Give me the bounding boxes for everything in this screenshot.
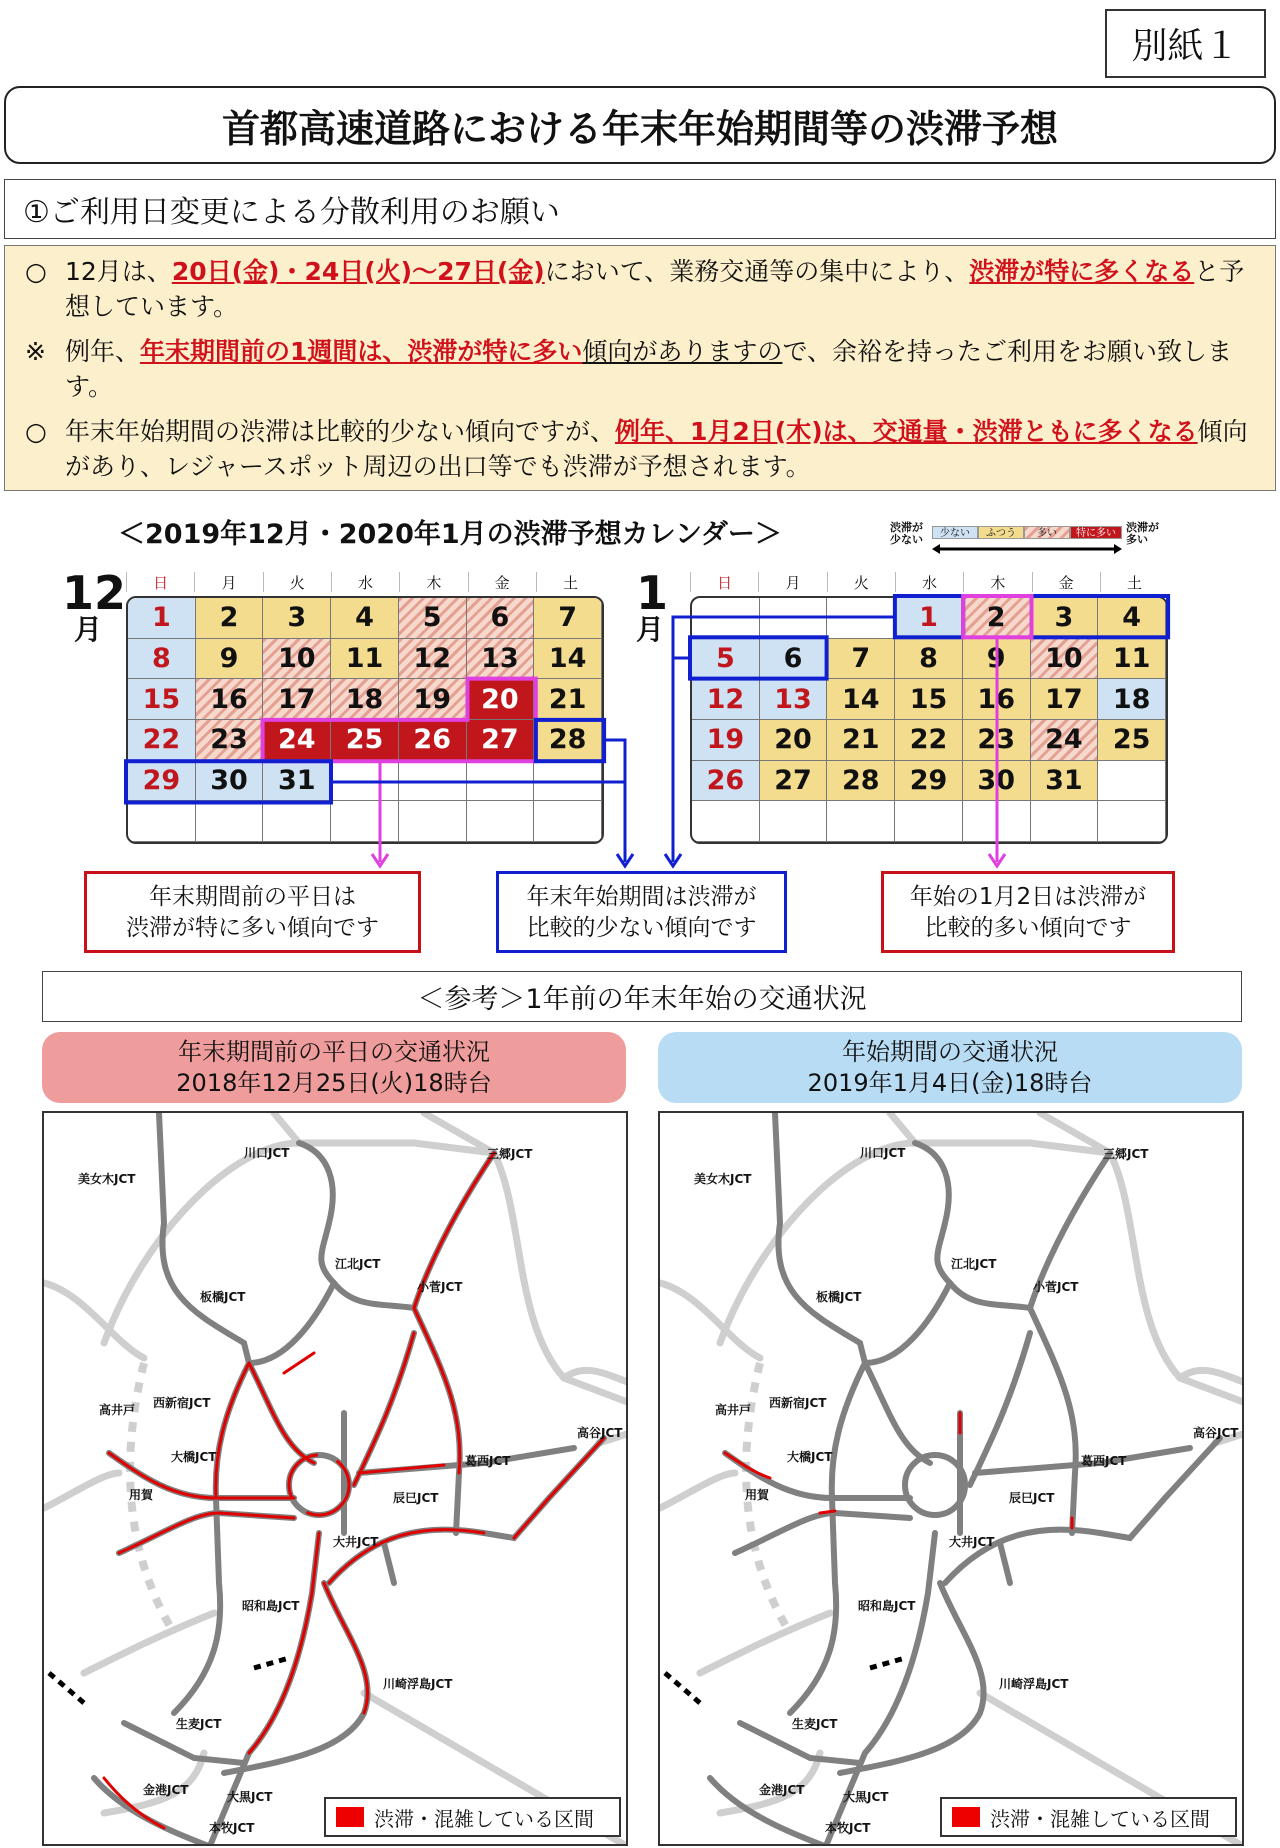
calendar-empty-cell bbox=[128, 801, 196, 842]
calendar-grid bbox=[690, 596, 1168, 844]
junction-label: 辰巳JCT bbox=[1009, 1491, 1055, 1505]
junction-label: 小菅JCT bbox=[1033, 1280, 1079, 1294]
legend-arrow-icon bbox=[932, 544, 1122, 554]
map-legend-label: 渋滞・混雑している区間 bbox=[374, 1806, 594, 1831]
traffic-map-year-end bbox=[42, 1111, 628, 1846]
expressway-route bbox=[1000, 1543, 1010, 1583]
congestion-legend bbox=[890, 522, 1180, 562]
dec-holiday-line-1 bbox=[604, 740, 625, 862]
expressway-route bbox=[865, 1283, 950, 1363]
junction-label: 葛西JCT bbox=[465, 1454, 511, 1468]
calendar-empty-cell bbox=[827, 801, 895, 842]
calendar-day: 23 bbox=[196, 720, 264, 761]
junction-label: 三郷JCT bbox=[1103, 1147, 1149, 1161]
calendar-day: 11 bbox=[1098, 639, 1166, 680]
calendar-empty-cell bbox=[399, 761, 467, 802]
calendar-day: 13 bbox=[467, 639, 535, 680]
calendar-day: 12 bbox=[399, 639, 467, 680]
legend-many: 多い bbox=[1024, 526, 1070, 539]
calendar-day: 6 bbox=[760, 639, 828, 680]
congestion-segment bbox=[119, 1513, 219, 1553]
congestion-segment bbox=[820, 1511, 835, 1513]
calendar-day: 30 bbox=[196, 761, 264, 802]
congestion-swatch bbox=[952, 1807, 980, 1827]
highlight-text: 年末期間前の1週間は、渋滞が特に多い bbox=[140, 337, 583, 366]
junction-label: 川口JCT bbox=[860, 1146, 906, 1160]
calendar-day: 26 bbox=[692, 761, 760, 802]
text-segment: において、業務交通等の集中により、 bbox=[544, 257, 970, 286]
junction-label: 辰巳JCT bbox=[393, 1491, 439, 1505]
junction-label: 高谷JCT bbox=[577, 1426, 623, 1440]
calendar-day: 24 bbox=[263, 720, 331, 761]
calendar-day: 5 bbox=[692, 639, 760, 680]
weekday-header: 月 bbox=[194, 572, 262, 592]
calendar-day: 14 bbox=[534, 639, 602, 680]
calendar-day: 20 bbox=[467, 679, 535, 720]
junction-label: 江北JCT bbox=[951, 1257, 997, 1271]
expressway-route bbox=[950, 1283, 1030, 1308]
calendar-day: 15 bbox=[895, 679, 963, 720]
calendar-day: 21 bbox=[534, 679, 602, 720]
text-segment: 傾向があり、レジャースポット周辺の出口等でも渋滞が予想されます。 bbox=[65, 417, 1248, 481]
junction-label: 西新宿JCT bbox=[769, 1396, 827, 1410]
calendar-day: 4 bbox=[1098, 598, 1166, 639]
junction-label: 昭和島JCT bbox=[858, 1599, 916, 1613]
planned-road-dashed bbox=[870, 1658, 905, 1668]
outer-road bbox=[274, 1113, 299, 1143]
callout-text: 年始の1月2日は渋滞が bbox=[909, 884, 1147, 910]
bullet-mark: ○ bbox=[25, 257, 47, 286]
notice-paragraph bbox=[25, 254, 1255, 324]
map-title: 年末期間前の平日の交通状況 bbox=[178, 1038, 490, 1066]
junction-label: 板橋JCT bbox=[200, 1290, 246, 1304]
congestion-segment bbox=[249, 1533, 319, 1753]
calendar-day: 27 bbox=[467, 720, 535, 761]
map-legend bbox=[940, 1797, 1237, 1837]
calendar-day: 1 bbox=[128, 598, 196, 639]
callout-text: 渋滞が特に多い傾向です bbox=[126, 915, 379, 941]
weekday-header: 木 bbox=[963, 572, 1031, 592]
callout-text: 比較的多い傾向です bbox=[924, 915, 1132, 941]
congestion-segment bbox=[284, 1353, 314, 1373]
junction-label: 大黒JCT bbox=[843, 1790, 889, 1804]
calendar-empty-cell bbox=[196, 801, 264, 842]
calendar-empty-cell bbox=[534, 761, 602, 802]
text-segment: 傾向がありますの bbox=[582, 337, 783, 366]
calendar-day: 10 bbox=[1031, 639, 1099, 680]
expressway-map bbox=[44, 1113, 628, 1846]
junction-label: 高井戸 bbox=[99, 1403, 136, 1417]
calendar-grid bbox=[126, 596, 604, 844]
expressway-route bbox=[384, 1543, 394, 1583]
text-segment: 年末年始期間の渋滞は比較的少ない傾向ですが、 bbox=[65, 417, 616, 446]
map-title: 年始期間の交通状況 bbox=[842, 1038, 1058, 1066]
legend-right-label: 渋滞が多い bbox=[1126, 521, 1159, 546]
expressway-route bbox=[216, 1363, 249, 1498]
expressway-route bbox=[865, 1363, 930, 1463]
calendar-day: 8 bbox=[128, 639, 196, 680]
calendar-day: 28 bbox=[534, 720, 602, 761]
calendar-empty-cell bbox=[467, 761, 535, 802]
calendar-day: 16 bbox=[196, 679, 264, 720]
callout-jan-2 bbox=[881, 871, 1175, 953]
text-segment: 例年、 bbox=[65, 337, 141, 366]
calendar-day: 7 bbox=[534, 598, 602, 639]
map-subtitle: 2018年12月25日(火)18時台 bbox=[176, 1069, 492, 1097]
calendar-empty-cell bbox=[331, 801, 399, 842]
expressway-route bbox=[835, 1513, 910, 1518]
outer-road bbox=[84, 1613, 214, 1673]
calendar-day: 22 bbox=[128, 720, 196, 761]
callout-year-end-weekdays bbox=[84, 871, 421, 953]
calendar-day: 7 bbox=[827, 639, 895, 680]
weekday-header: 木 bbox=[399, 572, 467, 592]
section-title: ①ご利用日変更による分散利用のお願い bbox=[4, 179, 1276, 239]
expressway-route bbox=[790, 1498, 836, 1713]
calendar-day: 31 bbox=[1031, 761, 1099, 802]
calendar-day: 29 bbox=[128, 761, 196, 802]
weekday-header: 日 bbox=[126, 572, 194, 592]
weekday-header: 金 bbox=[1032, 572, 1100, 592]
calendar-day: 18 bbox=[331, 679, 399, 720]
arrow-head-icon bbox=[989, 854, 1005, 866]
junction-label: 大橋JCT bbox=[171, 1450, 217, 1464]
notice-box bbox=[4, 245, 1276, 491]
junction-label: 大井JCT bbox=[333, 1535, 379, 1549]
arrow-head-icon bbox=[617, 854, 633, 866]
calendar-day: 9 bbox=[963, 639, 1031, 680]
calendar-day: 9 bbox=[196, 639, 264, 680]
calendar-day: 23 bbox=[963, 720, 1031, 761]
calendar-day: 27 bbox=[760, 761, 828, 802]
legend-normal: ふつう bbox=[978, 526, 1024, 539]
junction-label: 用賀 bbox=[129, 1488, 154, 1502]
expressway-route bbox=[832, 1363, 865, 1498]
calendar-empty-cell bbox=[760, 801, 828, 842]
calendar-day: 19 bbox=[399, 679, 467, 720]
calendar-day: 26 bbox=[399, 720, 467, 761]
junction-label: 生麦JCT bbox=[176, 1717, 222, 1731]
calendar-day: 2 bbox=[196, 598, 264, 639]
calendar-day: 13 bbox=[760, 679, 828, 720]
calendar-empty-cell bbox=[895, 801, 963, 842]
calendar-day: 31 bbox=[263, 761, 331, 802]
highlight-text: 例年、1月2日(木)は、交通量・渋滞ともに多くなる bbox=[615, 417, 1198, 446]
junction-label: 江北JCT bbox=[335, 1257, 381, 1271]
calendar-day: 25 bbox=[1098, 720, 1166, 761]
outer-road bbox=[890, 1113, 915, 1143]
bullet-mark: ※ bbox=[25, 337, 46, 366]
calendar-empty-cell bbox=[692, 801, 760, 842]
arrow-head-icon bbox=[372, 854, 388, 866]
calendar-empty-cell bbox=[692, 598, 760, 639]
weekday-header: 金 bbox=[468, 572, 536, 592]
annex-label: 別紙１ bbox=[1105, 9, 1266, 78]
text-segment: で、余裕を持ったご利用をお願い致します。 bbox=[65, 337, 1232, 401]
month-unit: 月 bbox=[636, 613, 665, 646]
map-title-year-end bbox=[42, 1032, 626, 1103]
notice-paragraph bbox=[25, 334, 1255, 404]
planned-road-dashed bbox=[665, 1673, 700, 1703]
weekday-header: 日 bbox=[690, 572, 758, 592]
junction-label: 小菅JCT bbox=[417, 1280, 463, 1294]
calendar-day: 17 bbox=[263, 679, 331, 720]
weekday-header: 月 bbox=[758, 572, 826, 592]
callout-text: 比較的少ない傾向です bbox=[526, 915, 757, 941]
map-title-new-year bbox=[658, 1032, 1242, 1103]
junction-label: 三郷JCT bbox=[487, 1147, 533, 1161]
junction-label: 高谷JCT bbox=[1193, 1426, 1239, 1440]
expressway-route bbox=[249, 1283, 334, 1363]
calendar-day: 16 bbox=[963, 679, 1031, 720]
month-number: 12 bbox=[62, 566, 127, 620]
calendar-day: 3 bbox=[263, 598, 331, 639]
junction-label: 金港JCT bbox=[143, 1783, 189, 1797]
calendar-day: 17 bbox=[1031, 679, 1099, 720]
legend-very: 特に多い bbox=[1070, 526, 1122, 539]
junction-label: 美女木JCT bbox=[694, 1172, 752, 1186]
legend-low: 少ない bbox=[932, 526, 978, 539]
calendar-day: 15 bbox=[128, 679, 196, 720]
junction-label: 金港JCT bbox=[759, 1783, 805, 1797]
calendar-day: 28 bbox=[827, 761, 895, 802]
junction-label: 本牧JCT bbox=[825, 1821, 871, 1835]
expressway-route bbox=[970, 1333, 1030, 1485]
month-unit: 月 bbox=[74, 613, 103, 646]
calendar-empty-cell bbox=[331, 761, 399, 802]
month-label-dec bbox=[62, 566, 127, 646]
calendar-day: 6 bbox=[467, 598, 535, 639]
reference-heading: ＜参考＞1年前の年末年始の交通状況 bbox=[42, 971, 1242, 1022]
junction-label: 本牧JCT bbox=[209, 1821, 255, 1835]
map-legend bbox=[324, 1797, 621, 1837]
outer-road bbox=[104, 1143, 628, 1403]
highlight-text: 20日(金)・24日(火)～27日(金) bbox=[171, 257, 545, 286]
congestion-segment bbox=[414, 1308, 460, 1473]
calendar-day: 29 bbox=[895, 761, 963, 802]
traffic-map-new-year bbox=[658, 1111, 1244, 1846]
callout-text: 年末年始期間は渋滞が bbox=[526, 884, 757, 910]
expressway-route bbox=[249, 1363, 314, 1463]
callout-text: 年末期間前の平日は bbox=[149, 884, 356, 910]
junction-label: 用賀 bbox=[745, 1488, 770, 1502]
outer-road bbox=[720, 1143, 1244, 1403]
legend-left-label: 渋滞が少ない bbox=[890, 521, 923, 546]
inner-circular-route bbox=[905, 1455, 965, 1515]
junction-label: 川崎浮島JCT bbox=[383, 1677, 453, 1691]
calendar-empty-cell bbox=[1031, 801, 1099, 842]
calendar-empty-cell bbox=[467, 801, 535, 842]
callout-holiday-period bbox=[496, 871, 787, 953]
junction-label: 美女木JCT bbox=[78, 1172, 136, 1186]
calendar-empty-cell bbox=[1098, 801, 1166, 842]
text-segment: 12月は、 bbox=[65, 257, 172, 286]
calendar-empty-cell bbox=[963, 801, 1031, 842]
calendar-empty-cell bbox=[399, 801, 467, 842]
calendar-day: 24 bbox=[1031, 720, 1099, 761]
junction-label: 葛西JCT bbox=[1081, 1454, 1127, 1468]
notice-text bbox=[65, 254, 1255, 324]
weekday-header: 土 bbox=[536, 572, 604, 592]
expressway-route bbox=[915, 1143, 950, 1283]
junction-label: 大橋JCT bbox=[787, 1450, 833, 1464]
calendar-day: 8 bbox=[895, 639, 963, 680]
junction-label: 大黒JCT bbox=[227, 1790, 273, 1804]
planned-road-dashed bbox=[49, 1673, 84, 1703]
expressway-route bbox=[735, 1513, 835, 1553]
text-segment: と予想しています。 bbox=[65, 257, 1245, 321]
junction-label: 板橋JCT bbox=[816, 1290, 862, 1304]
junction-label: 高井戸 bbox=[715, 1403, 752, 1417]
notice-text bbox=[65, 334, 1255, 404]
calendar-heading: ＜2019年12月・2020年1月の渋滞予想カレンダー＞ bbox=[118, 519, 782, 550]
calendar-day: 2 bbox=[963, 598, 1031, 639]
congestion-swatch bbox=[336, 1807, 364, 1827]
weekday-header: 火 bbox=[827, 572, 895, 592]
month-label-jan bbox=[636, 566, 669, 646]
notice-text bbox=[65, 414, 1255, 484]
calendar-empty-cell bbox=[263, 801, 331, 842]
expressway-map bbox=[660, 1113, 1244, 1846]
weekday-header: 火 bbox=[263, 572, 331, 592]
calendar-day: 4 bbox=[331, 598, 399, 639]
calendar-empty-cell bbox=[534, 801, 602, 842]
outer-road bbox=[700, 1613, 830, 1673]
weekday-header: 水 bbox=[331, 572, 399, 592]
calendar-day: 22 bbox=[895, 720, 963, 761]
map-subtitle: 2019年1月4日(金)18時台 bbox=[807, 1069, 1093, 1097]
calendar-empty-cell bbox=[760, 598, 828, 639]
outer-road bbox=[660, 1473, 735, 1508]
calendar-day: 19 bbox=[692, 720, 760, 761]
notice-paragraph bbox=[25, 414, 1255, 484]
junction-label: 大井JCT bbox=[949, 1535, 995, 1549]
calendar-day: 3 bbox=[1031, 598, 1099, 639]
expressway-route bbox=[159, 1113, 249, 1363]
calendar-day: 5 bbox=[399, 598, 467, 639]
calendar-day: 18 bbox=[1098, 679, 1166, 720]
calendar-empty-cell bbox=[1098, 761, 1166, 802]
map-legend-label: 渋滞・混雑している区間 bbox=[990, 1806, 1210, 1831]
bullet-mark: ○ bbox=[25, 417, 47, 446]
calendar-day: 20 bbox=[760, 720, 828, 761]
expressway-route bbox=[775, 1113, 865, 1363]
junction-label: 昭和島JCT bbox=[242, 1599, 300, 1613]
expressway-route bbox=[174, 1498, 220, 1713]
calendar-day: 14 bbox=[827, 679, 895, 720]
junction-label: 川崎浮島JCT bbox=[999, 1677, 1069, 1691]
junction-label: 川口JCT bbox=[244, 1146, 290, 1160]
calendar-day: 11 bbox=[331, 639, 399, 680]
outer-road bbox=[44, 1473, 119, 1508]
weekday-header: 土 bbox=[1100, 572, 1168, 592]
month-number: 1 bbox=[636, 566, 669, 620]
calendar-day: 25 bbox=[331, 720, 399, 761]
weekday-header: 水 bbox=[895, 572, 963, 592]
expressway-route bbox=[299, 1143, 334, 1283]
junction-label: 西新宿JCT bbox=[153, 1396, 211, 1410]
expressway-route bbox=[334, 1283, 414, 1308]
page-title: 首都高速道路における年末年始期間等の渋滞予想 bbox=[4, 86, 1276, 164]
calendar-day: 10 bbox=[263, 639, 331, 680]
calendar-day: 21 bbox=[827, 720, 895, 761]
expressway-route bbox=[354, 1333, 414, 1485]
junction-label: 生麦JCT bbox=[792, 1717, 838, 1731]
arrow-head-icon bbox=[665, 854, 681, 866]
calendar-day: 12 bbox=[692, 679, 760, 720]
calendar-day: 30 bbox=[963, 761, 1031, 802]
calendar-empty-cell bbox=[827, 598, 895, 639]
planned-road-dashed bbox=[254, 1658, 289, 1668]
calendar-day: 1 bbox=[895, 598, 963, 639]
highlight-text: 渋滞が特に多くなる bbox=[969, 257, 1195, 286]
